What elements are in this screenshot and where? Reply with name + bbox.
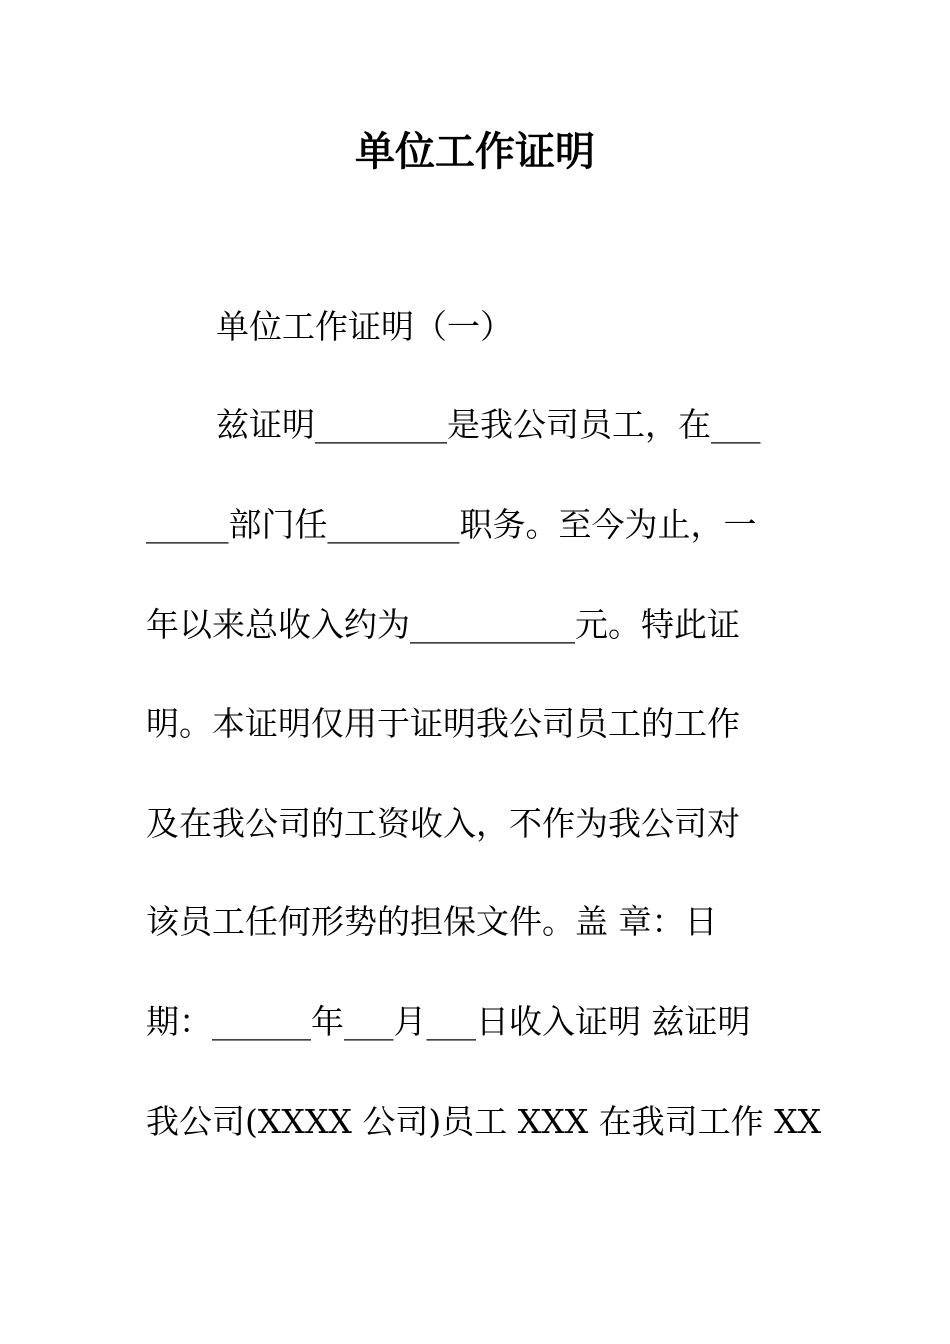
paragraph-line: 明。本证明仅用于证明我公司员工的工作 bbox=[146, 704, 740, 743]
paragraph-line: 期：______年___月___日收入证明 兹证明 bbox=[146, 1002, 751, 1041]
paragraph-line: 年以来总收入约为__________元。特此证 bbox=[146, 605, 740, 644]
page-title: 单位工作证明 bbox=[355, 129, 595, 175]
paragraph-line: _____部门任________职务。至今为止，一 bbox=[146, 505, 757, 544]
paragraph-line: 该员工任何形势的担保文件。盖 章：日 bbox=[146, 902, 718, 941]
paragraph-line: 兹证明________是我公司员工，在___ bbox=[216, 405, 761, 444]
paragraph-line: 及在我公司的工资收入，不作为我公司对 bbox=[146, 804, 740, 843]
section-heading: 单位工作证明（一） bbox=[216, 307, 513, 346]
paragraph-line: 我公司(XXXX 公司)员工 XXX 在我司工作 XX bbox=[146, 1102, 822, 1141]
